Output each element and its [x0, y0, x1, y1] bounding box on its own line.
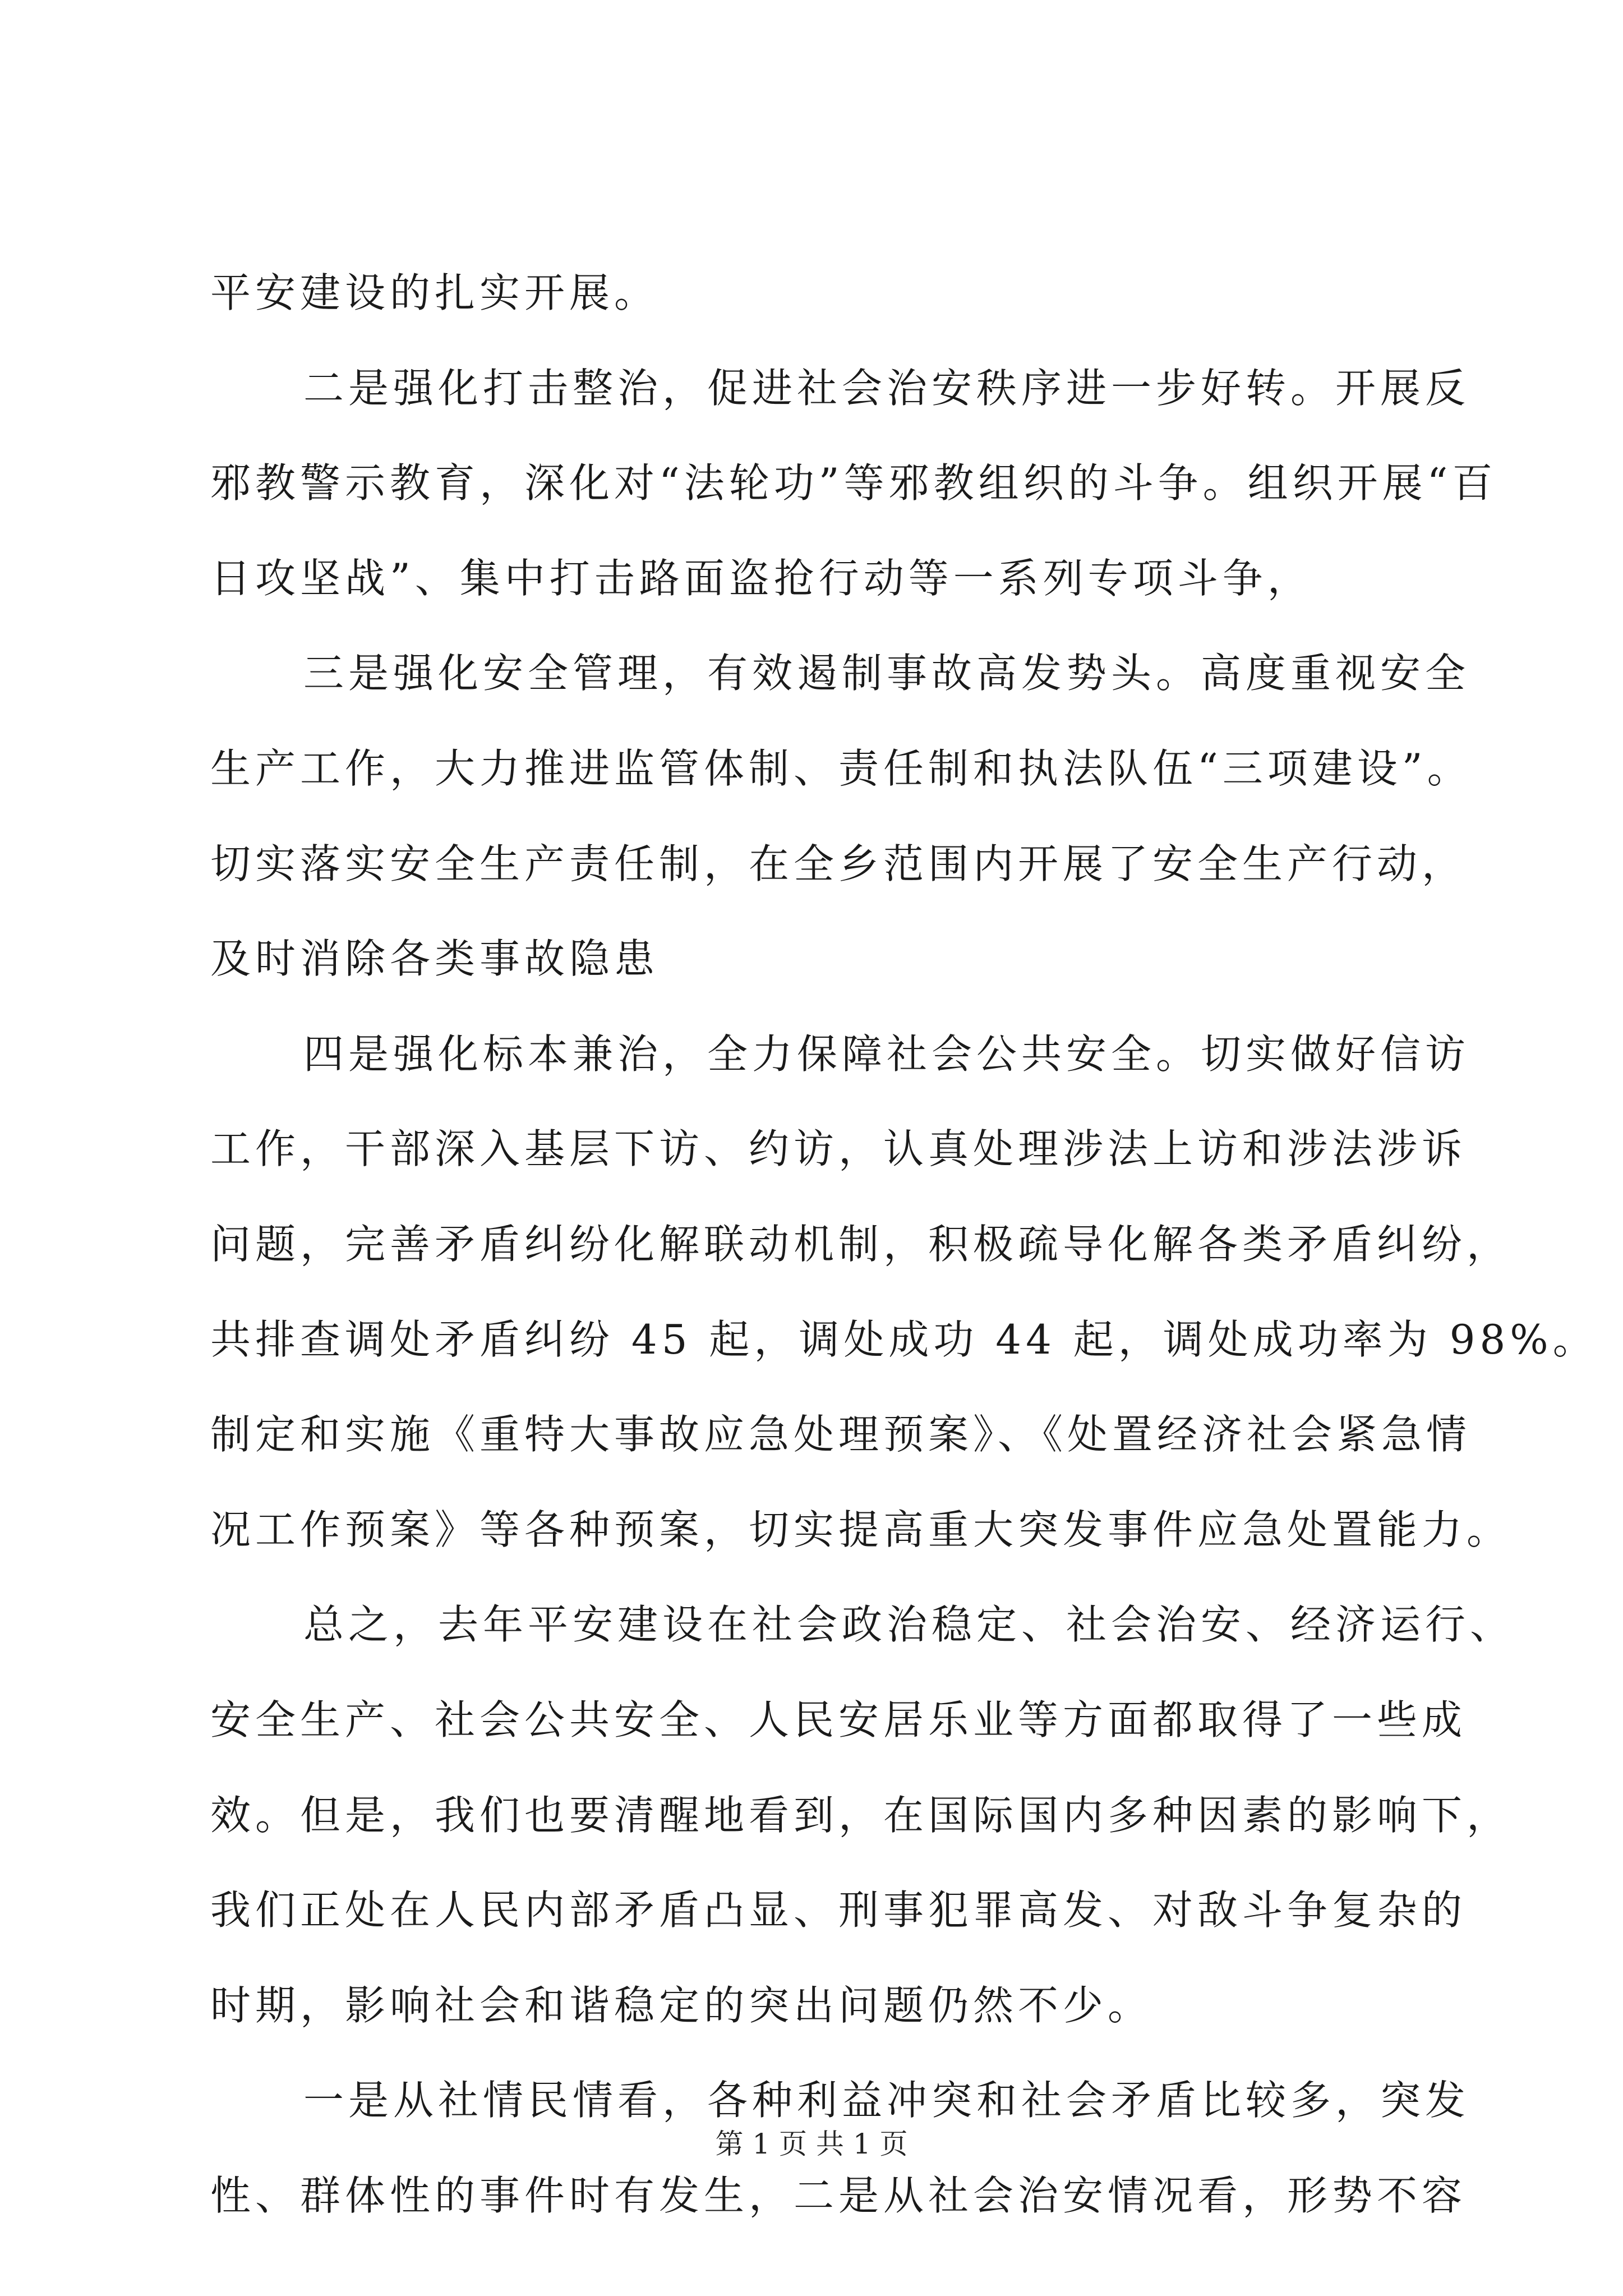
text-line: 效。但是，我们也要清醒地看到，在国际国内多种因素的影响下， [210, 1791, 1512, 1839]
text-line: 工作，干部深入基层下访、约访，认真处理涉法上访和涉法涉诉 [210, 1125, 1467, 1173]
text-line: 及时消除各类事故隐患 [210, 935, 660, 983]
text-line: 我们正处在人民内部矛盾凸显、刑事犯罪高发、对敌斗争复杂的 [210, 1887, 1467, 1934]
text-line: 问题，完善矛盾纠纷化解联动机制，积极疏导化解各类矛盾纠纷， [210, 1220, 1512, 1268]
text-line: 二是强化打击整治，促进社会治安秩序进一步好转。开展反 [303, 364, 1470, 412]
text-line: 时期，影响社会和谐稳定的突出问题仍然不少。 [210, 1981, 1153, 2029]
text-line: 安全生产、社会公共安全、人民安居乐业等方面都取得了一些成 [210, 1696, 1467, 1743]
document-body [210, 246, 1598, 2243]
text-line: 邪教警示教育，深化对“法轮功”等邪教组织的斗争。组织开展“百 [210, 459, 1497, 507]
text-line: 一是从社情民情看，各种利益冲突和社会矛盾比较多，突发 [303, 2077, 1470, 2124]
text-line: 总之，去年平安建设在社会政治稳定、社会治安、经济运行、 [303, 1601, 1515, 1649]
text-line: 性、群体性的事件时有发生，二是从社会治安情况看，形势不容 [210, 2171, 1467, 2219]
text-line: 切实落实安全生产责任制，在全乡范围内开展了安全生产行动， [210, 840, 1467, 887]
text-line: 四是强化标本兼治，全力保障社会公共安全。切实做好信访 [303, 1030, 1470, 1078]
text-line: 制定和实施《重特大事故应急处理预案》、《处置经济社会紧急情 [210, 1411, 1472, 1458]
page-number-footer: 第 1 页 共 1 页 [715, 2128, 908, 2160]
text-line: 共排查调处矛盾纠纷 45 起，调处成功 44 起，调处成功率为 98%。 [210, 1315, 1598, 1363]
text-line: 日攻坚战”、集中打击路面盗抢行动等一系列专项斗争， [210, 554, 1312, 602]
text-line: 生产工作，大力推进监管体制、责任制和执法队伍“三项建设”。 [210, 744, 1472, 792]
text-line: 平安建设的扎实开展。 [210, 269, 660, 316]
text-line: 况工作预案》等各种预案，切实提高重大突发事件应急处置能力。 [210, 1506, 1512, 1553]
text-line: 三是强化安全管理，有效遏制事故高发势头。高度重视安全 [303, 650, 1470, 697]
